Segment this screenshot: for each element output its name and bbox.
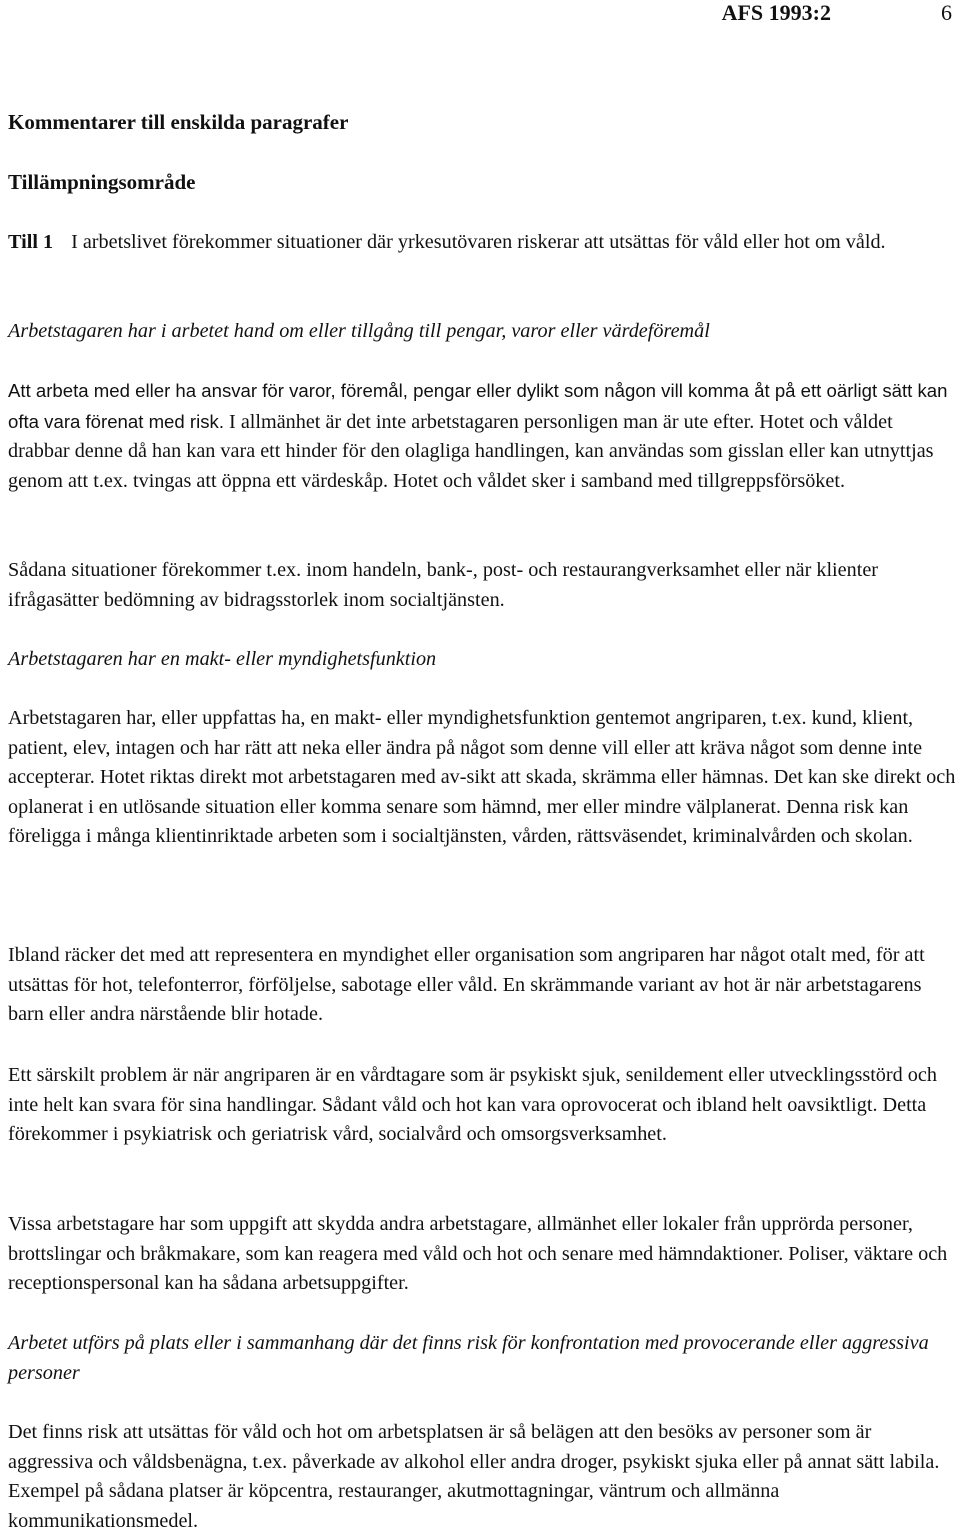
section-1-title: Arbetstagaren har i arbetet hand om eller tillgång till pengar, varor eller värdeföremål [8,320,710,342]
main-heading: Kommentarer till enskilda paragrafer [8,110,349,134]
section-1-paragraph-2: Sådana situationer förekommer t.ex. inom handeln, bank-, post- och restaurangverksamhet eller när klienter ifrågasätter bedömning av bidragsstorlek inom socialtjänsten. [8,559,879,611]
paragraph-label: Till 1 [8,231,54,253]
scope-heading: Tillämpningsområde [8,170,196,194]
section-3-title: Arbetet utförs på plats eller i sammanhang där det finns risk för konfrontation med provocerande eller aggressiva personer [8,1332,929,1384]
section-1-paragraph-1-serif: I allmänhet är det inte arbetstagaren personligen man är ute efter. Hotet och våldet drabbar denne då han kan vara ett hinder för den olagliga handlingen, kan användas som gisslan eller kan utnyttjas genom att t.ex. tvingas att öppna ett värdeskåp. Hotet och våldet sker i samband med tillgreppsförsöket. [8,410,934,492]
section-2-paragraph-3: Ett särskilt problem är när angriparen är en vårdtagare som är psykiskt sjuk, senildement eller utvecklingsstörd och inte helt kan svara för sina handlingar. Sådant våld och hot kan vara oprovocerat och ibland helt oavsiktligt. Detta förekommer i psykiatrisk och geriatrisk vård, socialvård och omsorgsverksamhet. [8,1064,937,1146]
section-2-paragraph-4: Vissa arbetstagare har som uppgift att skydda andra arbetstagare, allmänhet eller lokaler från upprörda personer, brottslingar och bråkmakare, som kan reagera med våld och hot och senare med hämndaktioner. Poliser, väktare och receptionspersonal kan ha sådana arbetsuppgifter. [8,1213,948,1295]
till-1-text: I arbetslivet förekommer situationer där yrkesutövaren riskerar att utsättas för våld eller hot om våld. [71,231,886,253]
section-2-paragraph-2: Ibland räcker det med att representera en myndighet eller organisation som angriparen har något otalt med, för att utsättas för hot, telefonterror, förföljelse, sabotage eller våld. En skrämmande variant av hot är när arbetstagarens barn eller andra närstående blir hotade. [8,944,925,1026]
section-2-title: Arbetstagaren har en makt- eller myndighetsfunktion [8,648,437,670]
section-3-paragraph-1: Det finns risk att utsättas för våld och hot om arbetsplatsen är så belägen att den besöks av personer som är aggressiva och våldsbenägna, t.ex. påverkade av alkohol eller andra droger, psykiskt sjuka eller på annat sätt labila. Exempel på sådana platser är köpcentra, restauranger, akutmottagningar, väntrum och allmänna kommunikationsmedel. [8,1421,940,1532]
section-2-paragraph-1: Arbetstagaren har, eller uppfattas ha, en makt- eller myndighetsfunktion gentemot angriparen, t.ex. kund, klient, patient, elev, intagen och har rätt att neka eller ändra på något som denne vill eller att kräva något som denne inte accepterar. Hotet riktas direkt mot arbetstagaren med av-sikt att skada, skrämma eller hämnas. Det kan ske direkt och oplanerat i en utlösande situation eller komma senare som hämnd, mer eller mindre välplanerat. Denna risk kan föreligga i många klientinriktade arbeten som i socialtjänsten, vården, rättsväsendet, kriminalvården och skolan. [8,707,956,848]
section-1-paragraph-1-sans: Att arbeta med eller ha ansvar för varor, föremål, pengar eller dylikt som någon vill komma åt på ett oärligt sätt kan ofta vara förenat med risk. [8,380,948,432]
section-1-paragraph-1 [8,376,956,496]
till-1-paragraph [8,228,956,258]
page-header [722,2,952,24]
document-id: AFS 1993:2 [721,0,831,25]
page-number: 6 [941,0,952,25]
